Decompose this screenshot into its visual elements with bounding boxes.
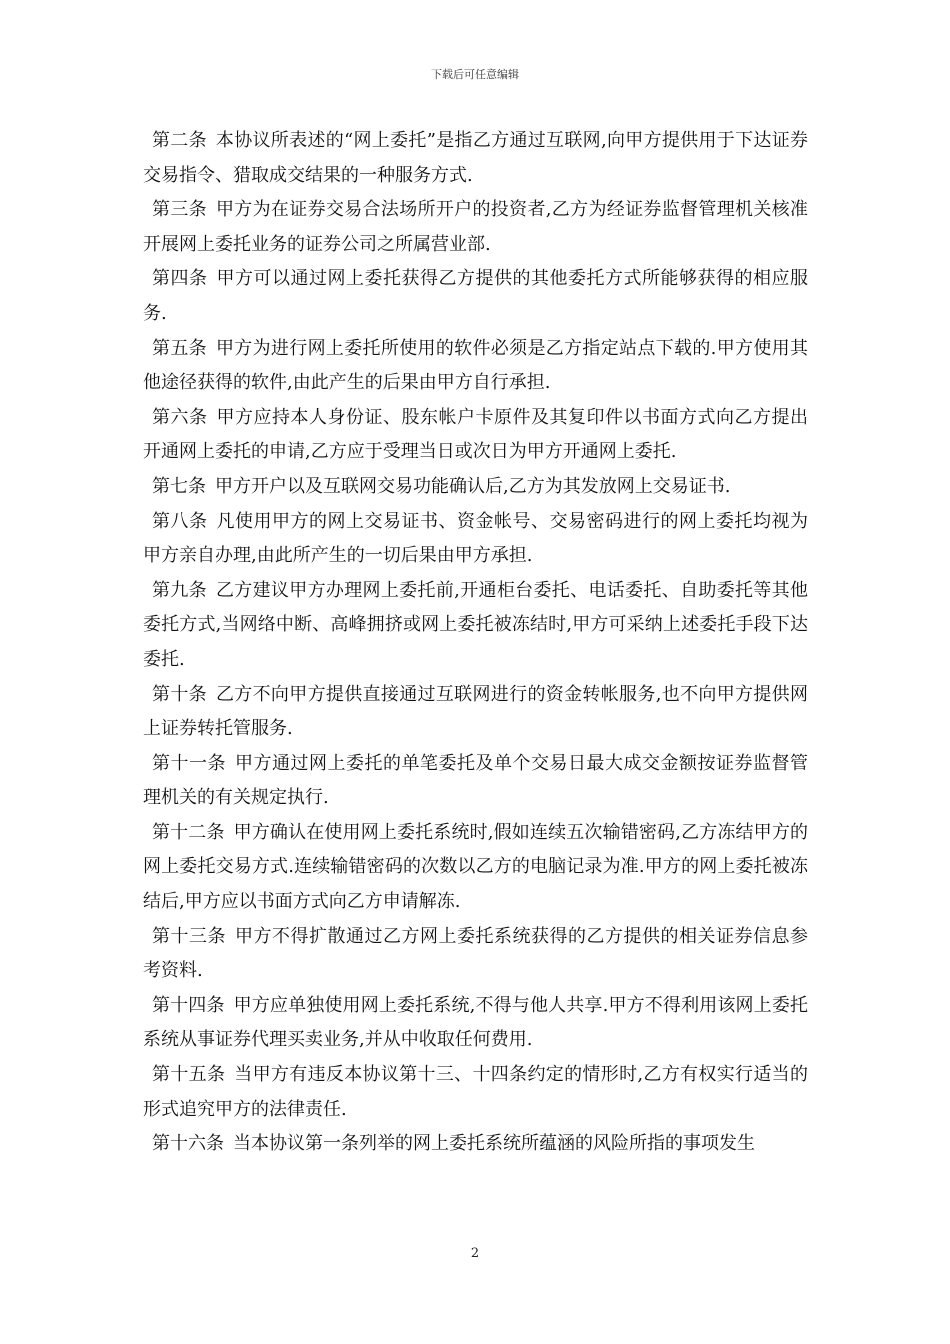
article-number: 第三条 xyxy=(152,199,207,221)
article-13 xyxy=(143,920,808,989)
article-number: 第十二条 xyxy=(152,821,225,843)
article-number: 第五条 xyxy=(152,337,207,359)
article-number: 第二条 xyxy=(152,130,207,151)
article-number: 第十六条 xyxy=(152,1133,224,1155)
article-number: 第九条 xyxy=(152,579,207,601)
article-6 xyxy=(143,401,808,470)
article-text: 当甲方有违反本协议第十三、十四条约定的情形时,乙方有权实行适当的形式追究甲方的法律责任. xyxy=(143,1064,809,1120)
article-5 xyxy=(143,332,808,401)
article-text: 当本协议第一条列举的网上委托系统所蕴涵的风险所指的事项发生 xyxy=(233,1133,755,1155)
article-10 xyxy=(143,678,808,747)
article-16 xyxy=(143,1127,808,1162)
article-text: 乙方不向甲方提供直接通过互联网进行的资金转帐服务,也不向甲方提供网上证券转托管服务. xyxy=(143,683,809,740)
article-number: 第十五条 xyxy=(152,1064,226,1086)
article-number: 第四条 xyxy=(152,268,208,290)
article-text: 本协议所表述的“网上委托”是指乙方通过互联网,向甲方提供用于下达证券交易指令、猎取成交结果的一种服务方式. xyxy=(143,130,808,186)
article-8 xyxy=(143,505,808,574)
article-number: 第八条 xyxy=(152,510,208,532)
article-15 xyxy=(143,1058,808,1127)
article-text: 甲方为在证券交易合法场所开户的投资者,乙方为经证券监督管理机关核准开展网上委托业务的证券公司之所属营业部. xyxy=(143,199,809,255)
article-text: 甲方开户以及互联网交易功能确认后,乙方为其发放网上交易证书. xyxy=(215,475,731,497)
article-text: 甲方确认在使用网上委托系统时,假如连续五次输错密码,乙方冻结甲方的网上委托交易方式.连续输错密码的次数以乙方的电脑记录为准.甲方的网上委托被冻结后,甲方应以书面方式向乙方申请解冻. xyxy=(143,821,808,913)
document-body xyxy=(143,124,808,1162)
article-text: 甲方不得扩散通过乙方网上委托系统获得的乙方提供的相关证券信息参考资料. xyxy=(143,925,808,982)
article-number: 第十三条 xyxy=(152,925,226,947)
article-text: 甲方通过网上委托的单笔委托及单个交易日最大成交金额按证券监督管理机关的有关规定执行. xyxy=(143,752,808,809)
article-number: 第七条 xyxy=(152,475,206,497)
page-number: 2 xyxy=(470,1246,480,1261)
article-11 xyxy=(143,747,808,816)
article-number: 第十四条 xyxy=(152,994,225,1016)
article-4 xyxy=(143,262,808,331)
article-text: 凡使用甲方的网上交易证书、资金帐号、交易密码进行的网上委托均视为甲方亲自办理,由此所产生的一切后果由甲方承担. xyxy=(143,510,808,567)
article-text: 甲方可以通过网上委托获得乙方提供的其他委托方式所能够获得的相应服务. xyxy=(143,268,808,324)
article-text: 甲方应单独使用网上委托系统,不得与他人共享.甲方不得利用该网上委托系统从事证券代理买卖业务,并从中收取任何费用. xyxy=(143,994,808,1051)
article-text: 甲方应持本人身份证、股东帐户卡原件及其复印件以书面方式向乙方提出开通网上委托的申请,乙方应于受理当日或次日为甲方开通网上委托. xyxy=(143,406,808,463)
article-9 xyxy=(143,574,808,678)
article-7 xyxy=(143,470,808,505)
article-3 xyxy=(143,193,808,262)
article-2 xyxy=(143,124,808,193)
article-number: 第十条 xyxy=(152,683,207,705)
page-header: 下载后可任意编辑 xyxy=(431,68,519,81)
article-text: 甲方为进行网上委托所使用的软件必须是乙方指定站点下载的.甲方使用其他途径获得的软件,由此产生的后果由甲方自行承担. xyxy=(143,337,809,394)
article-number: 第十一条 xyxy=(152,752,226,774)
article-12 xyxy=(143,816,808,920)
article-14 xyxy=(143,989,808,1058)
article-text: 乙方建议甲方办理网上委托前,开通柜台委托、电话委托、自助委托等其他委托方式,当网络中断、高峰拥挤或网上委托被冻结时,甲方可采纳上述委托手段下达委托. xyxy=(143,579,809,670)
article-number: 第六条 xyxy=(152,406,208,428)
